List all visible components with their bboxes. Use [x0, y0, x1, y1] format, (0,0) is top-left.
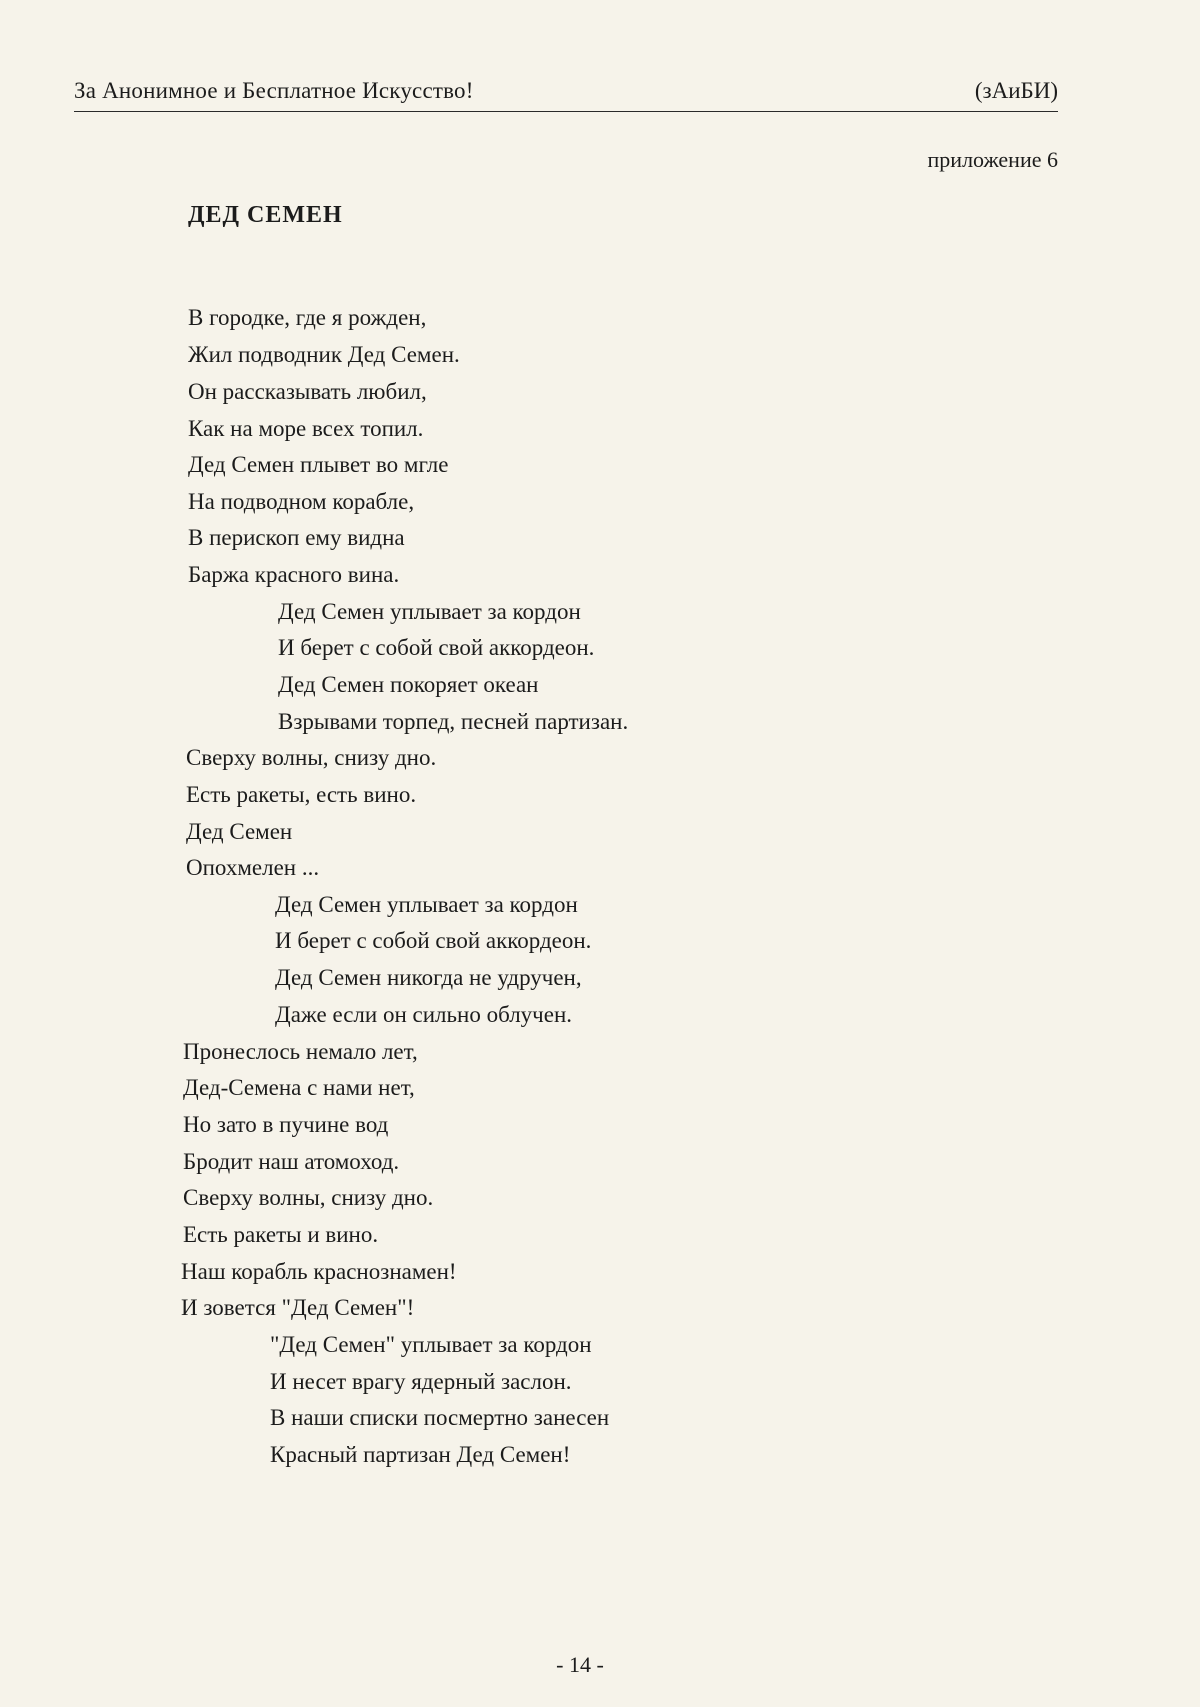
poem-line: На подводном корабле, [188, 489, 415, 514]
poem-line: Сверху волны, снизу дно. [186, 745, 437, 770]
poem-refrain-line: Красный партизан Дед Семен! [270, 1442, 571, 1467]
poem-refrain-line: Дед Семен уплывает за кордон [278, 599, 581, 624]
header-right-text: (зАиБИ) [974, 78, 1058, 103]
poem-line: Жил подводник Дед Семен. [188, 342, 460, 367]
poem-refrain-line: Взрывами торпед, песней партизан. [278, 709, 629, 734]
poem-refrain-line: В наши списки посмертно занесен [270, 1405, 610, 1430]
poem-line: Баржа красного вина. [188, 562, 400, 587]
poem-refrain-line: И несет врагу ядерный заслон. [270, 1369, 572, 1394]
poem-line: Дед Семен плывет во мгле [188, 452, 449, 477]
poem-line: В городке, где я рожден, [188, 305, 427, 330]
poem-line: Но зато в пучине вод [183, 1112, 389, 1137]
poem-refrain-line: Даже если он сильно облучен. [275, 1002, 573, 1027]
poem-line: Наш корабль краснознамен! [181, 1259, 457, 1284]
poem-line: Сверху волны, снизу дно. [183, 1185, 434, 1210]
poem-line: Есть ракеты и вино. [183, 1222, 379, 1247]
poem-line: Дед Семен [186, 819, 293, 844]
poem-line: Как на море всех топил. [188, 416, 424, 441]
header-left-text: За Анонимное и Бесплатное Искусство! [74, 78, 474, 103]
poem-refrain-line: "Дед Семен" уплывает за кордон [270, 1332, 592, 1357]
poem-line: Он рассказывать любил, [188, 379, 427, 404]
poem-line: Пронеслось немало лет, [183, 1039, 418, 1064]
poem-line: И зовется "Дед Семен"! [181, 1295, 415, 1320]
poem-refrain-line: Дед Семен никогда не удручен, [275, 965, 582, 990]
poem-title: ДЕД СЕМЕН [188, 202, 343, 228]
poem-refrain-line: И берет с собой свой аккордеон. [278, 635, 595, 660]
appendix-label: приложение 6 [927, 147, 1058, 172]
page-number: - 14 - [556, 1652, 604, 1677]
poem-line: Опохмелен ... [186, 855, 320, 880]
poem-line: Бродит наш атомоход. [183, 1149, 400, 1174]
poem-refrain-line: Дед Семен уплывает за кордон [275, 892, 578, 917]
poem-refrain-line: И берет с собой свой аккордеон. [275, 928, 592, 953]
poem-line: Есть ракеты, есть вино. [186, 782, 417, 807]
poem-line: В перископ ему видна [188, 525, 405, 550]
poem-refrain-line: Дед Семен покоряет океан [278, 672, 539, 697]
poem-line: Дед-Семена с нами нет, [183, 1075, 415, 1100]
